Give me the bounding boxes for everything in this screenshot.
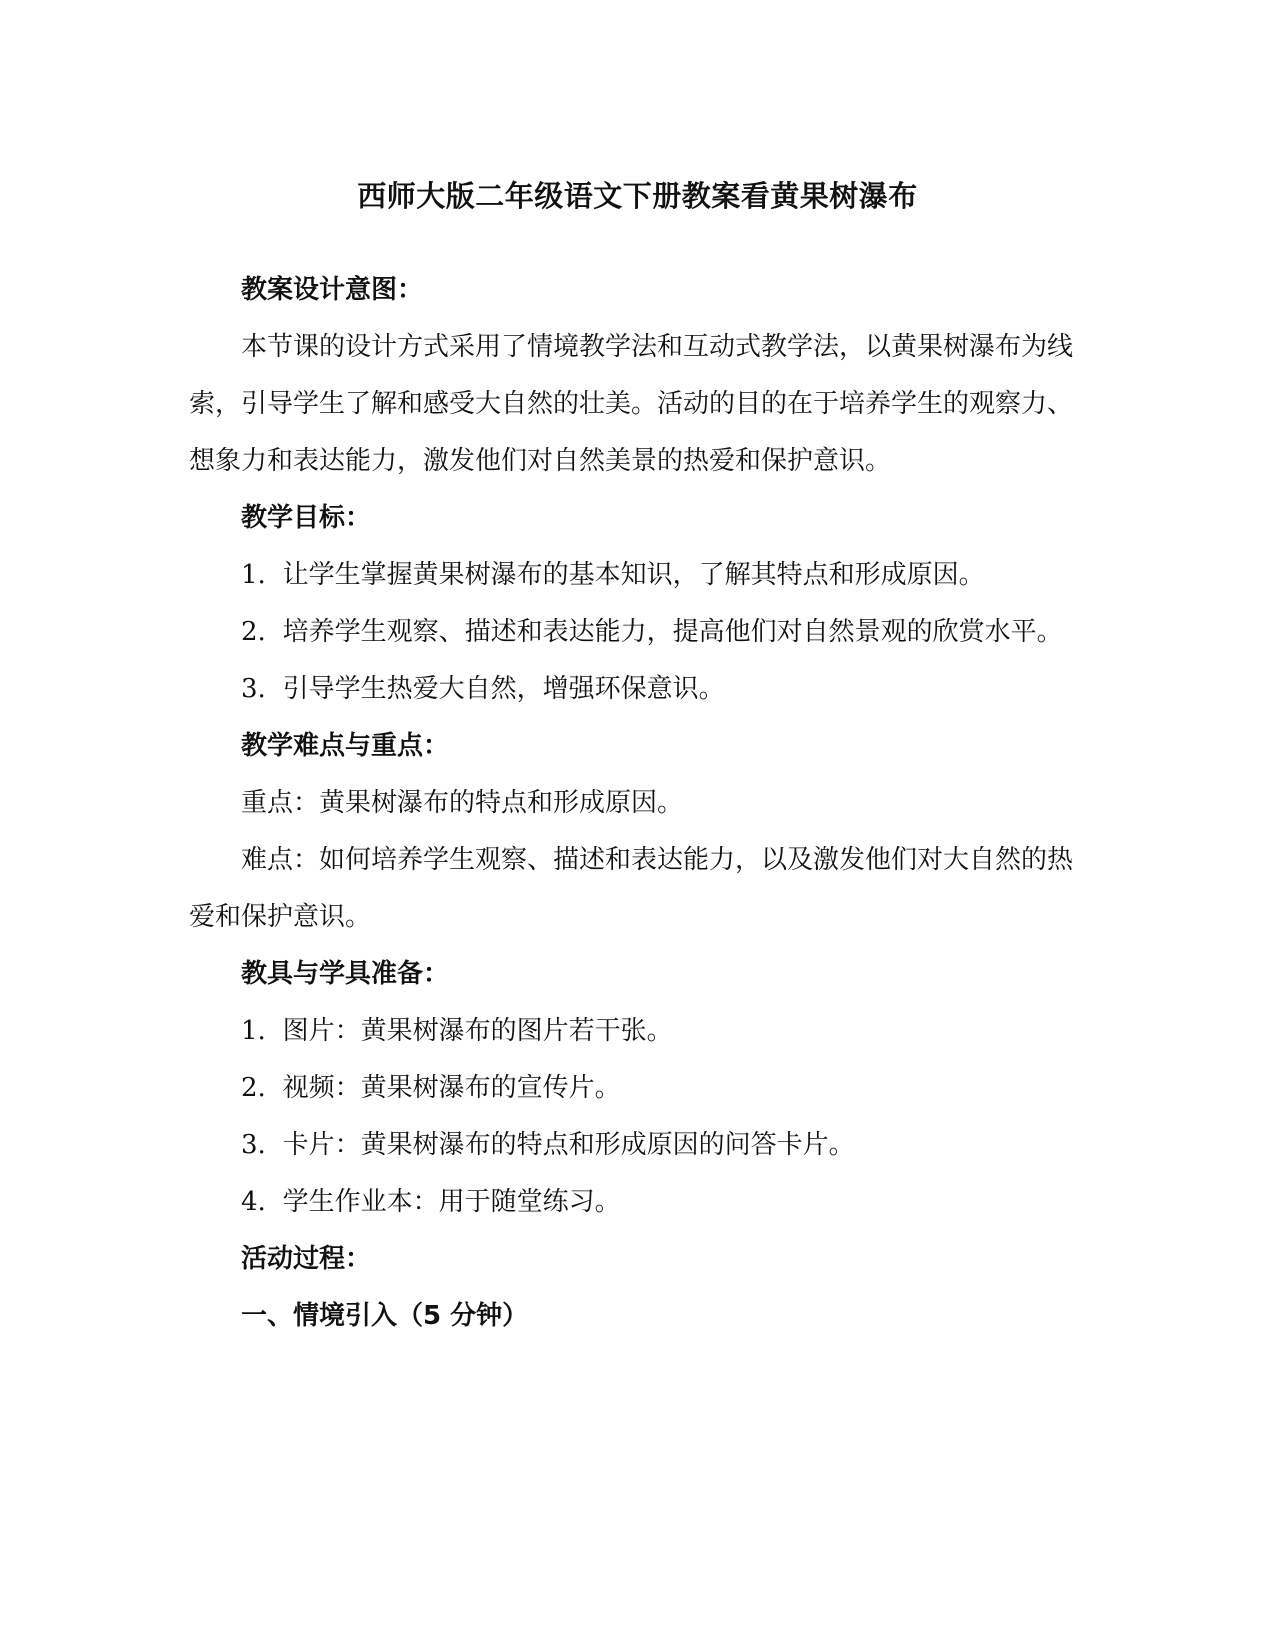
objective-item bbox=[189, 604, 1089, 661]
material-number: 4. bbox=[241, 1187, 266, 1217]
design-intent-heading: 教案设计意图： bbox=[241, 275, 424, 305]
material-number: 2. bbox=[241, 1073, 266, 1103]
objective-text: 培养学生观察、描述和表达能力，提高他们对自然景观的欣赏水平。 bbox=[282, 617, 1063, 647]
material-item bbox=[189, 1174, 1089, 1231]
objective-text: 引导学生热爱大自然，增强环保意识。 bbox=[282, 674, 725, 704]
material-number: 1. bbox=[241, 1016, 266, 1046]
objective-item bbox=[189, 547, 1089, 604]
materials-heading: 教具与学具准备： bbox=[241, 959, 450, 989]
material-text: 图片：黄果树瀑布的图片若干张。 bbox=[282, 1016, 673, 1046]
design-intent-paragraph: 本节课的设计方式采用了情境教学法和互动式教学法，以黄果树瀑布为线索，引导学生了解和感受大自然的壮美。活动的目的在于培养学生的观察力、想象力和表达能力，激发他们对自然美景的热爱和保护意识。 bbox=[189, 332, 1074, 476]
document-body bbox=[189, 262, 1089, 1345]
material-text: 卡片：黄果树瀑布的特点和形成原因的问答卡片。 bbox=[282, 1130, 855, 1160]
material-item bbox=[189, 1117, 1089, 1174]
document-title: 西师大版二年级语文下册教案看黄果树瀑布 bbox=[357, 179, 918, 213]
key-points-heading: 教学难点与重点： bbox=[241, 731, 450, 761]
objective-number: 1. bbox=[241, 560, 266, 590]
material-item bbox=[189, 1060, 1089, 1117]
process-section-heading: 一、情境引入（5 分钟） bbox=[241, 1301, 529, 1331]
material-text: 学生作业本：用于随堂练习。 bbox=[282, 1187, 621, 1217]
difficulty-text: 难点：如何培养学生观察、描述和表达能力，以及激发他们对大自然的热爱和保护意识。 bbox=[189, 845, 1074, 932]
objective-number: 2. bbox=[241, 617, 266, 647]
objective-number: 3. bbox=[241, 674, 266, 704]
objective-item bbox=[189, 661, 1089, 718]
material-number: 3. bbox=[241, 1130, 266, 1160]
process-heading: 活动过程： bbox=[241, 1244, 372, 1274]
material-text: 视频：黄果树瀑布的宣传片。 bbox=[282, 1073, 621, 1103]
material-item bbox=[189, 1003, 1089, 1060]
objectives-heading: 教学目标： bbox=[241, 503, 372, 533]
key-point-text: 重点：黄果树瀑布的特点和形成原因。 bbox=[241, 788, 684, 818]
objective-text: 让学生掌握黄果树瀑布的基本知识，了解其特点和形成原因。 bbox=[282, 560, 985, 590]
